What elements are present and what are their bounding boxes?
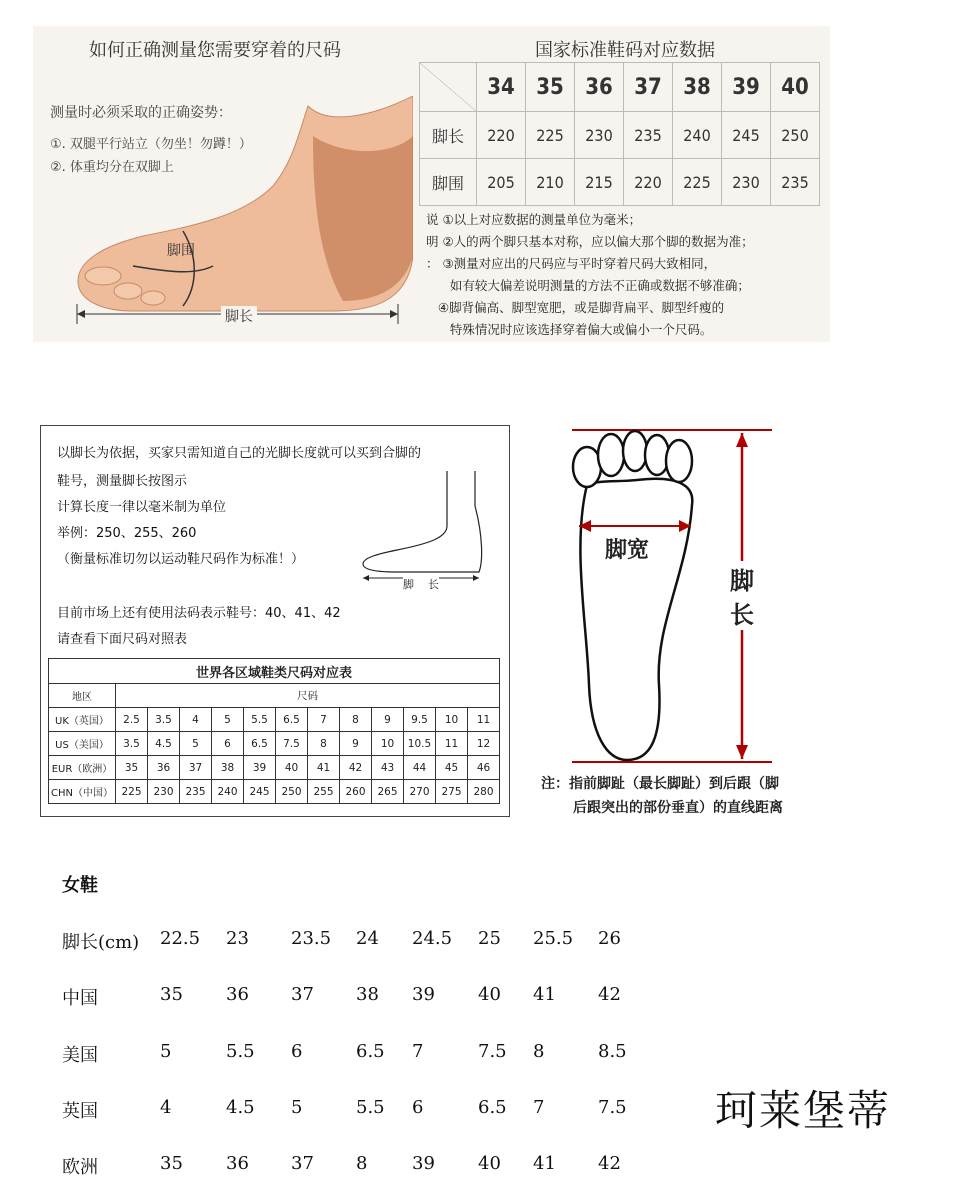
table-cell: 7: [308, 708, 340, 732]
table-cell: 35: [160, 984, 183, 1005]
measure-note: 注：指前脚趾（最长脚趾）到后跟（脚: [541, 776, 779, 792]
table-cell: 24.5: [412, 928, 453, 949]
table-cell: 245: [244, 780, 276, 804]
table-cell: 10.5: [404, 732, 436, 756]
table-cell: 280: [468, 780, 500, 804]
table-cell: 35: [160, 1153, 183, 1174]
table-cell: 245: [722, 112, 771, 159]
table-cell: 6: [291, 1041, 303, 1062]
women-title: 女鞋: [62, 875, 98, 896]
guide-line: 以脚长为依据，买家只需知道自己的光脚长度就可以买到合脚的: [57, 446, 422, 461]
table-cell: 10: [372, 732, 404, 756]
table-cell: 5.5: [356, 1097, 385, 1118]
table-cell: 42: [598, 1153, 621, 1174]
table-cell: 46: [468, 756, 500, 780]
table-cell: 265: [372, 780, 404, 804]
table-cell: 45: [436, 756, 468, 780]
table-cell: 250: [771, 112, 820, 159]
world-size-table: [48, 658, 500, 804]
region-header: 地区: [49, 684, 116, 708]
table-cell: 225: [526, 112, 575, 159]
size-header: 40: [771, 63, 820, 112]
world-table-title: 世界各区域鞋类尺码对应表: [49, 659, 500, 684]
note-line: 特殊情况时应该选择穿着偏大或偏小一个尺码。: [426, 322, 713, 337]
foot-measure-panel: [33, 26, 830, 342]
girth-label: 脚围: [167, 243, 195, 259]
row-label: 欧洲: [62, 1157, 98, 1178]
table-cell: 22.5: [160, 928, 201, 949]
foot-top-panel: [527, 425, 837, 817]
table-cell: 230: [722, 159, 771, 206]
foot-outline-icon: [357, 466, 487, 581]
table-cell: 2.5: [116, 708, 148, 732]
table-cell: 7: [412, 1041, 424, 1062]
table-cell: 41: [533, 1153, 556, 1174]
size-header: 37: [624, 63, 673, 112]
table-cell: 250: [276, 780, 308, 804]
table-cell: 6.5: [356, 1041, 385, 1062]
table-cell: 220: [477, 112, 526, 159]
row-label: 脚长: [420, 112, 477, 159]
table-cell: 36: [226, 984, 249, 1005]
table-cell: 42: [340, 756, 372, 780]
size-guide-panel: [40, 425, 510, 817]
table-cell: 7.5: [478, 1041, 507, 1062]
guide-line: 鞋号，测量脚长按图示: [57, 474, 188, 489]
table-cell: 8: [308, 732, 340, 756]
note-line: 明 ②人的两个脚只基本对称，应以偏大那个脚的数据为准；: [426, 234, 754, 249]
note-line: 说 ①以上对应数据的测量单位为毫米；: [426, 212, 642, 227]
table-cell: 225: [673, 159, 722, 206]
table-cell: 6: [412, 1097, 424, 1118]
table-cell: 4.5: [226, 1097, 255, 1118]
table-cell: 220: [624, 159, 673, 206]
table-cell: 255: [308, 780, 340, 804]
guide-line: （衡量标准切勿以运动鞋尺码作为标准！）: [57, 552, 305, 567]
table-cell: 3.5: [116, 732, 148, 756]
table-cell: 36: [226, 1153, 249, 1174]
table-cell: 25.5: [533, 928, 574, 949]
foot-width-label: 脚宽: [605, 538, 650, 563]
row-label: EUR（欧洲）: [49, 756, 116, 780]
table-cell: 39: [244, 756, 276, 780]
size-header: 38: [673, 63, 722, 112]
table-cell: 8: [533, 1041, 545, 1062]
table-cell: 11: [436, 732, 468, 756]
table-cell: 225: [116, 780, 148, 804]
table-cell: 8: [356, 1153, 368, 1174]
table-cell: 235: [180, 780, 212, 804]
table-cell: 5: [291, 1097, 303, 1118]
guide-line: 计算长度一律以毫米制为单位: [57, 500, 227, 515]
row-label: CHN（中国）: [49, 780, 116, 804]
size-header: 39: [722, 63, 771, 112]
table-cell: 4.5: [148, 732, 180, 756]
table-cell: 230: [148, 780, 180, 804]
foot-length-label: 长: [730, 595, 754, 630]
table-cell: 9: [372, 708, 404, 732]
table-cell: 37: [291, 1153, 314, 1174]
table-cell: 23: [226, 928, 249, 949]
row-label: UK（英国）: [49, 708, 116, 732]
table-cell: 39: [412, 1153, 435, 1174]
table-cell: 230: [575, 112, 624, 159]
posture-title: 测量时必须采取的正确姿势：: [50, 105, 232, 121]
table-cell: 7.5: [276, 732, 308, 756]
standard-size-table: [419, 62, 820, 206]
guide-line: 请查看下面尺码对照表: [57, 632, 188, 647]
table-cell: 37: [180, 756, 212, 780]
table-cell: 36: [148, 756, 180, 780]
row-label: 美国: [62, 1045, 98, 1066]
table-cell: 205: [477, 159, 526, 206]
foot-length-label: 脚: [730, 561, 754, 596]
table-cell: 5: [180, 732, 212, 756]
table-cell: 23.5: [291, 928, 332, 949]
size-header: 36: [575, 63, 624, 112]
table-cell: 6.5: [478, 1097, 507, 1118]
foot-side-illustration: [73, 96, 413, 336]
note-line: ④脚背偏高、脚型宽肥，或是脚背扁平、脚型纤瘦的: [426, 300, 725, 315]
brand-logo: 珂莱堡蒂: [715, 1086, 892, 1135]
measure-title: 如何正确测量您需要穿着的尺码: [89, 40, 341, 61]
table-cell: 235: [624, 112, 673, 159]
table-cell: 9: [340, 732, 372, 756]
table-cell: 3.5: [148, 708, 180, 732]
foot-length-label: 脚 长: [403, 578, 439, 591]
corner-cell: [420, 63, 477, 112]
size-header: 34: [477, 63, 526, 112]
table-cell: 5.5: [244, 708, 276, 732]
table-cell: 26: [598, 928, 621, 949]
table-cell: 41: [533, 984, 556, 1005]
table-cell: 40: [478, 1153, 501, 1174]
table-cell: 5.5: [226, 1041, 255, 1062]
note-line: 如有较大偏差说明测量的方法不正确或数据不够准确；: [426, 278, 750, 293]
table-cell: 210: [526, 159, 575, 206]
measure-note: 后跟突出的部份垂直）的直线距离: [573, 800, 783, 816]
table-cell: 37: [291, 984, 314, 1005]
table-cell: 5: [212, 708, 244, 732]
row-label: 英国: [62, 1101, 98, 1122]
table-cell: 40: [478, 984, 501, 1005]
table-cell: 240: [212, 780, 244, 804]
row-label: 脚长(cm): [62, 932, 140, 953]
table-cell: 270: [404, 780, 436, 804]
table-cell: 10: [436, 708, 468, 732]
table-cell: 39: [412, 984, 435, 1005]
table-cell: 12: [468, 732, 500, 756]
table-cell: 24: [356, 928, 379, 949]
standard-table-title: 国家标准鞋码对应数据: [535, 40, 715, 61]
table-cell: 7.5: [598, 1097, 627, 1118]
row-label: US（美国）: [49, 732, 116, 756]
table-cell: 6.5: [244, 732, 276, 756]
table-cell: 8: [340, 708, 372, 732]
table-cell: 38: [212, 756, 244, 780]
posture-item: ②. 体重均分在双脚上: [50, 160, 174, 175]
table-cell: 6: [212, 732, 244, 756]
row-label: 脚围: [420, 159, 477, 206]
table-cell: 44: [404, 756, 436, 780]
table-cell: 7: [533, 1097, 545, 1118]
table-cell: 9.5: [404, 708, 436, 732]
table-cell: 35: [116, 756, 148, 780]
row-label: 中国: [62, 988, 98, 1009]
table-cell: 6.5: [276, 708, 308, 732]
table-cell: 260: [340, 780, 372, 804]
table-cell: 4: [160, 1097, 172, 1118]
foot-top-diagram: [527, 425, 837, 817]
length-label: 脚长: [221, 306, 257, 326]
size-header: 35: [526, 63, 575, 112]
table-cell: 4: [180, 708, 212, 732]
table-cell: 8.5: [598, 1041, 627, 1062]
guide-line: 举例：250、255、260: [57, 526, 197, 541]
table-cell: 25: [478, 928, 501, 949]
table-cell: 5: [160, 1041, 172, 1062]
posture-item: ①. 双腿平行站立（勿坐！勿蹲！）: [50, 137, 252, 152]
table-cell: 215: [575, 159, 624, 206]
table-cell: 275: [436, 780, 468, 804]
note-line: ： ③测量对应出的尺码应与平时穿着尺码大致相同，: [426, 256, 717, 271]
guide-line: 目前市场上还有使用法码表示鞋号：40、41、42: [57, 606, 341, 621]
table-cell: 42: [598, 984, 621, 1005]
table-cell: 41: [308, 756, 340, 780]
table-cell: 11: [468, 708, 500, 732]
table-cell: 40: [276, 756, 308, 780]
table-cell: 43: [372, 756, 404, 780]
table-cell: 240: [673, 112, 722, 159]
table-cell: 38: [356, 984, 379, 1005]
size-header: 尺码: [116, 684, 500, 708]
table-cell: 235: [771, 159, 820, 206]
